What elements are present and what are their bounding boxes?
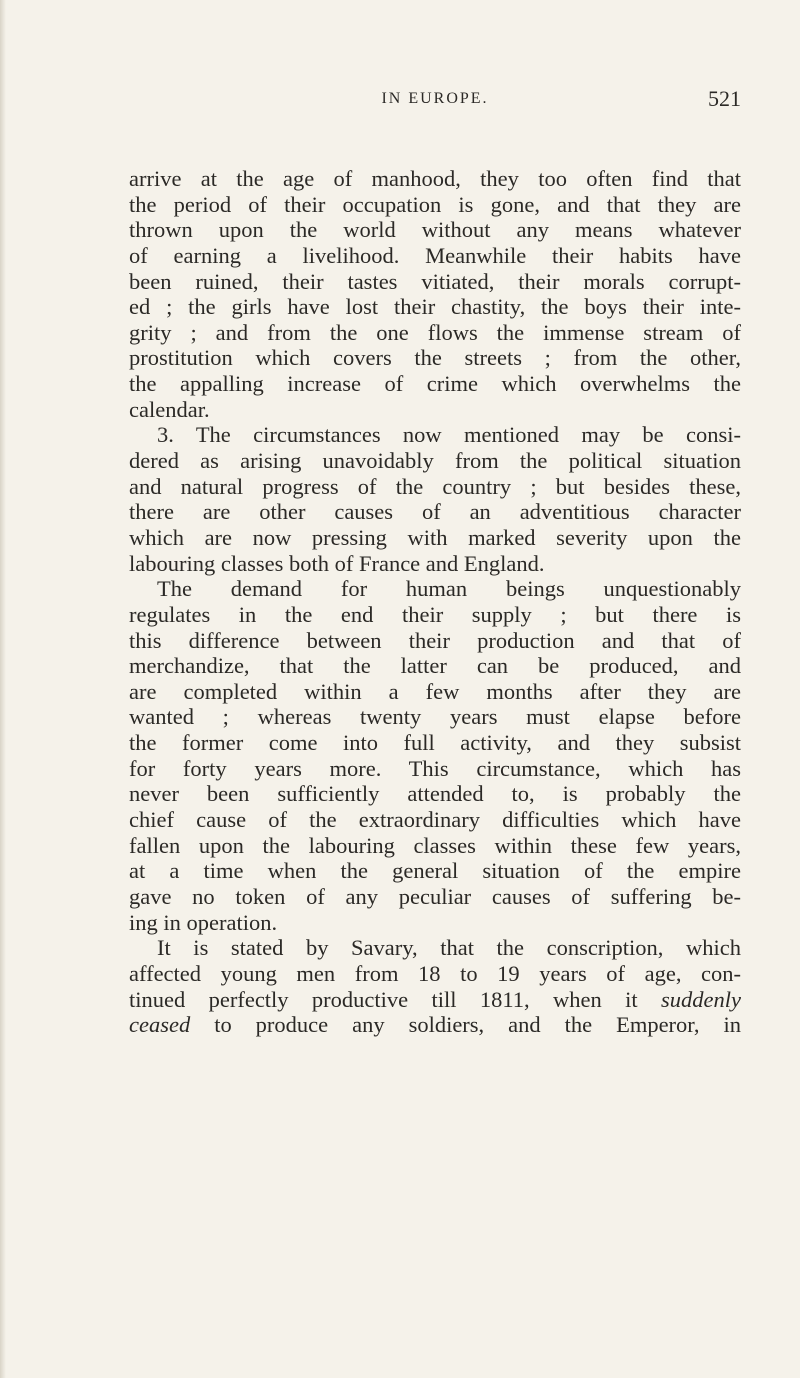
- text-line: [129, 807, 741, 833]
- text-line: [129, 474, 741, 500]
- line-text: dered as arising unavoidably from the political situation: [129, 448, 741, 474]
- text-line: [129, 679, 741, 705]
- line-text: thrown upon the world without any means whatever: [129, 217, 741, 243]
- line-text: never been sufficiently attended to, is probably the: [129, 781, 741, 807]
- page-header: [129, 86, 741, 116]
- text-line: [129, 397, 741, 423]
- line-text: are completed within a few months after they are: [129, 678, 741, 704]
- line-text: the former come into full activity, and they subsist: [129, 730, 741, 756]
- text-line: [129, 653, 741, 679]
- text-line: [129, 192, 741, 218]
- text-line: [129, 243, 741, 269]
- text-line: [129, 704, 741, 730]
- text-line: [129, 320, 741, 346]
- line-text: prostitution which covers the streets ; from the other,: [129, 345, 741, 371]
- line-text: and natural progress of the country ; but besides these,: [129, 473, 741, 499]
- text-line: [129, 371, 741, 397]
- italic-text: ceased: [129, 1012, 191, 1038]
- line-text: affected young men from 18 to 19 years of age, con-: [129, 960, 741, 986]
- text-line: [129, 961, 741, 987]
- line-text: this difference between their production and that of: [129, 627, 741, 653]
- line-text: to produce any soldiers, and the Emperor, in: [190, 1012, 741, 1038]
- text-line: [129, 987, 741, 1013]
- line-text: at a time when the general situation of the empire: [129, 858, 741, 884]
- body-text: [129, 166, 741, 1038]
- line-text: The demand for human beings unquestionably: [157, 576, 741, 602]
- line-text: which are now pressing with marked severity upon the: [129, 524, 741, 550]
- text-line: [129, 730, 741, 756]
- line-text: chief cause of the extraordinary difficulties which have: [129, 807, 741, 833]
- line-text: the appalling increase of crime which overwhelms the: [129, 371, 741, 397]
- text-line: [129, 269, 741, 295]
- text-line: [129, 858, 741, 884]
- line-text: gave no token of any peculiar causes of suffering be-: [129, 883, 741, 909]
- line-text: there are other causes of an adventitious character: [129, 499, 741, 525]
- text-line: [129, 910, 741, 936]
- text-line: [129, 551, 741, 577]
- text-line: [129, 781, 741, 807]
- line-text: arrive at the age of manhood, they too often find that: [129, 166, 741, 191]
- line-text: 3. The circumstances now mentioned may be consi-: [157, 422, 741, 448]
- text-line: [129, 602, 741, 628]
- line-text: labouring classes both of France and England.: [129, 550, 545, 576]
- line-text: regulates in the end their supply ; but there is: [129, 601, 741, 627]
- text-line: [129, 217, 741, 243]
- line-text: the period of their occupation is gone, and that they are: [129, 191, 741, 217]
- page-number: 521: [708, 86, 741, 111]
- line-text: wanted ; whereas twenty years must elapse before: [129, 704, 741, 730]
- page-spine-shadow: [0, 0, 6, 1378]
- italic-text: suddenly: [661, 986, 741, 1012]
- text-line: [129, 833, 741, 859]
- line-text: for forty years more. This circumstance, which has: [129, 755, 741, 781]
- line-text: ed ; the girls have lost their chastity, the boys their inte-: [129, 294, 741, 320]
- line-text: been ruined, their tastes vitiated, their morals corrupt-: [129, 268, 741, 294]
- line-text: tinued perfectly productive till 1811, when it: [129, 986, 662, 1012]
- text-line: [129, 448, 741, 474]
- text-line: [129, 345, 741, 371]
- line-text: ing in operation.: [129, 909, 278, 935]
- text-line: [129, 294, 741, 320]
- line-text: It is stated by Savary, that the conscription, which: [157, 935, 741, 961]
- text-line: [129, 884, 741, 910]
- text-line: [129, 1012, 741, 1038]
- text-line: [129, 576, 741, 602]
- running-head: IN EUROPE.: [381, 90, 489, 107]
- line-text: grity ; and from the one flows the immense stream of: [129, 319, 741, 345]
- line-text: merchandize, that the latter can be produced, and: [129, 653, 741, 679]
- text-line: [129, 628, 741, 654]
- text-line: [129, 756, 741, 782]
- line-text: of earning a livelihood. Meanwhile their habits have: [129, 242, 741, 268]
- text-line: [129, 166, 741, 192]
- text-line: [129, 422, 741, 448]
- text-line: [129, 525, 741, 551]
- text-line: [129, 935, 741, 961]
- text-line: [129, 499, 741, 525]
- line-text: calendar.: [129, 396, 210, 422]
- line-text: fallen upon the labouring classes within these few years,: [129, 832, 741, 858]
